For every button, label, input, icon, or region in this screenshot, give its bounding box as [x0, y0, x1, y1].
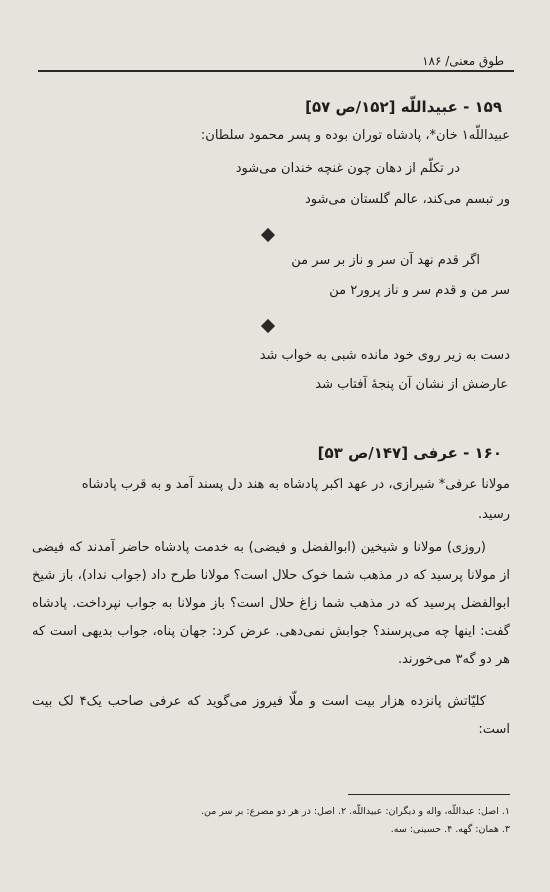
verse-3-line-2: عارضش از نشان آن پنجهٔ آفتاب شد	[315, 377, 508, 392]
verse-2-line-2: سر من و قدم سر و ناز پرور۲ من	[329, 283, 510, 298]
footnote-line-2: ۳. همان: گهه. ۴. حسینی: سه.	[390, 824, 510, 835]
verse-separator-ornament	[261, 228, 275, 242]
entry-159-heading: ۱۵۹ - عبیداللّه [۱۵۲/ص ۵۷]	[305, 98, 502, 116]
entry-159-intro: عبیداللّه۱ خان*، پادشاه توران بوده و پسر محمود سلطان:	[200, 128, 510, 143]
verse-1-line-2: ور تبسم می‌کند، عالم گلستان می‌شود	[305, 192, 510, 207]
header-rule	[38, 70, 514, 72]
entry-160-paragraph-3: کلیّاتش پانزده هزار بیت است و ملّا فیروز می‌گوید که عرفی صاحب یک۴ لک بیت است:	[32, 694, 510, 737]
verse-2-line-1: اگر قدم نهد آن سر و ناز بر سر من	[291, 253, 480, 268]
entry-160-heading: ۱۶۰ - عرفی [۱۴۷/ص ۵۳]	[317, 444, 502, 462]
footnote-line-1: ۱. اصل: عبداللّه، واله و دیگران: عبیداللّه. ۲. اصل: در هر دو مصرع: بر سر من.	[200, 806, 510, 817]
entry-160-paragraph-1: مولانا عرفی* شیرازی، در عهد اکبر پادشاه به هند دل پسند آمد و به قرب پادشاه	[81, 477, 510, 492]
footnote-rule	[348, 794, 510, 795]
verse-separator-ornament	[261, 319, 275, 333]
running-header: طوق معنی/ ۱۸۶	[422, 54, 504, 68]
entry-160-paragraph-2: (روزی) مولانا و شیخین (ابوالفضل و فیضی) به خدمت پادشاه حاضر آمدند که فیضی از مولانا پرسید که در مذهب شما خوک حلال است؟ مولانا طرح داد (جواب نداد)، باز شیخ ابوالفضل پرسید که در مذهب شما زاغ حلال است؟ باز مولانا به جواب نپرداخت. پادشاه گفت: اینها چه می‌پرسند؟ جوابش نمی‌دهی. عرض کرد: جهان پناه، جواب بدیهی است که هر دو گه۳ می‌خورند.	[32, 540, 510, 667]
verse-3-line-1: دست به زیر روی خود مانده شبی به خواب شد	[259, 348, 510, 363]
entry-160-paragraph-1-end: رسید.	[477, 507, 510, 522]
verse-1-line-1: در تکلّم از دهان چون غنچه خندان می‌شود	[235, 161, 460, 176]
